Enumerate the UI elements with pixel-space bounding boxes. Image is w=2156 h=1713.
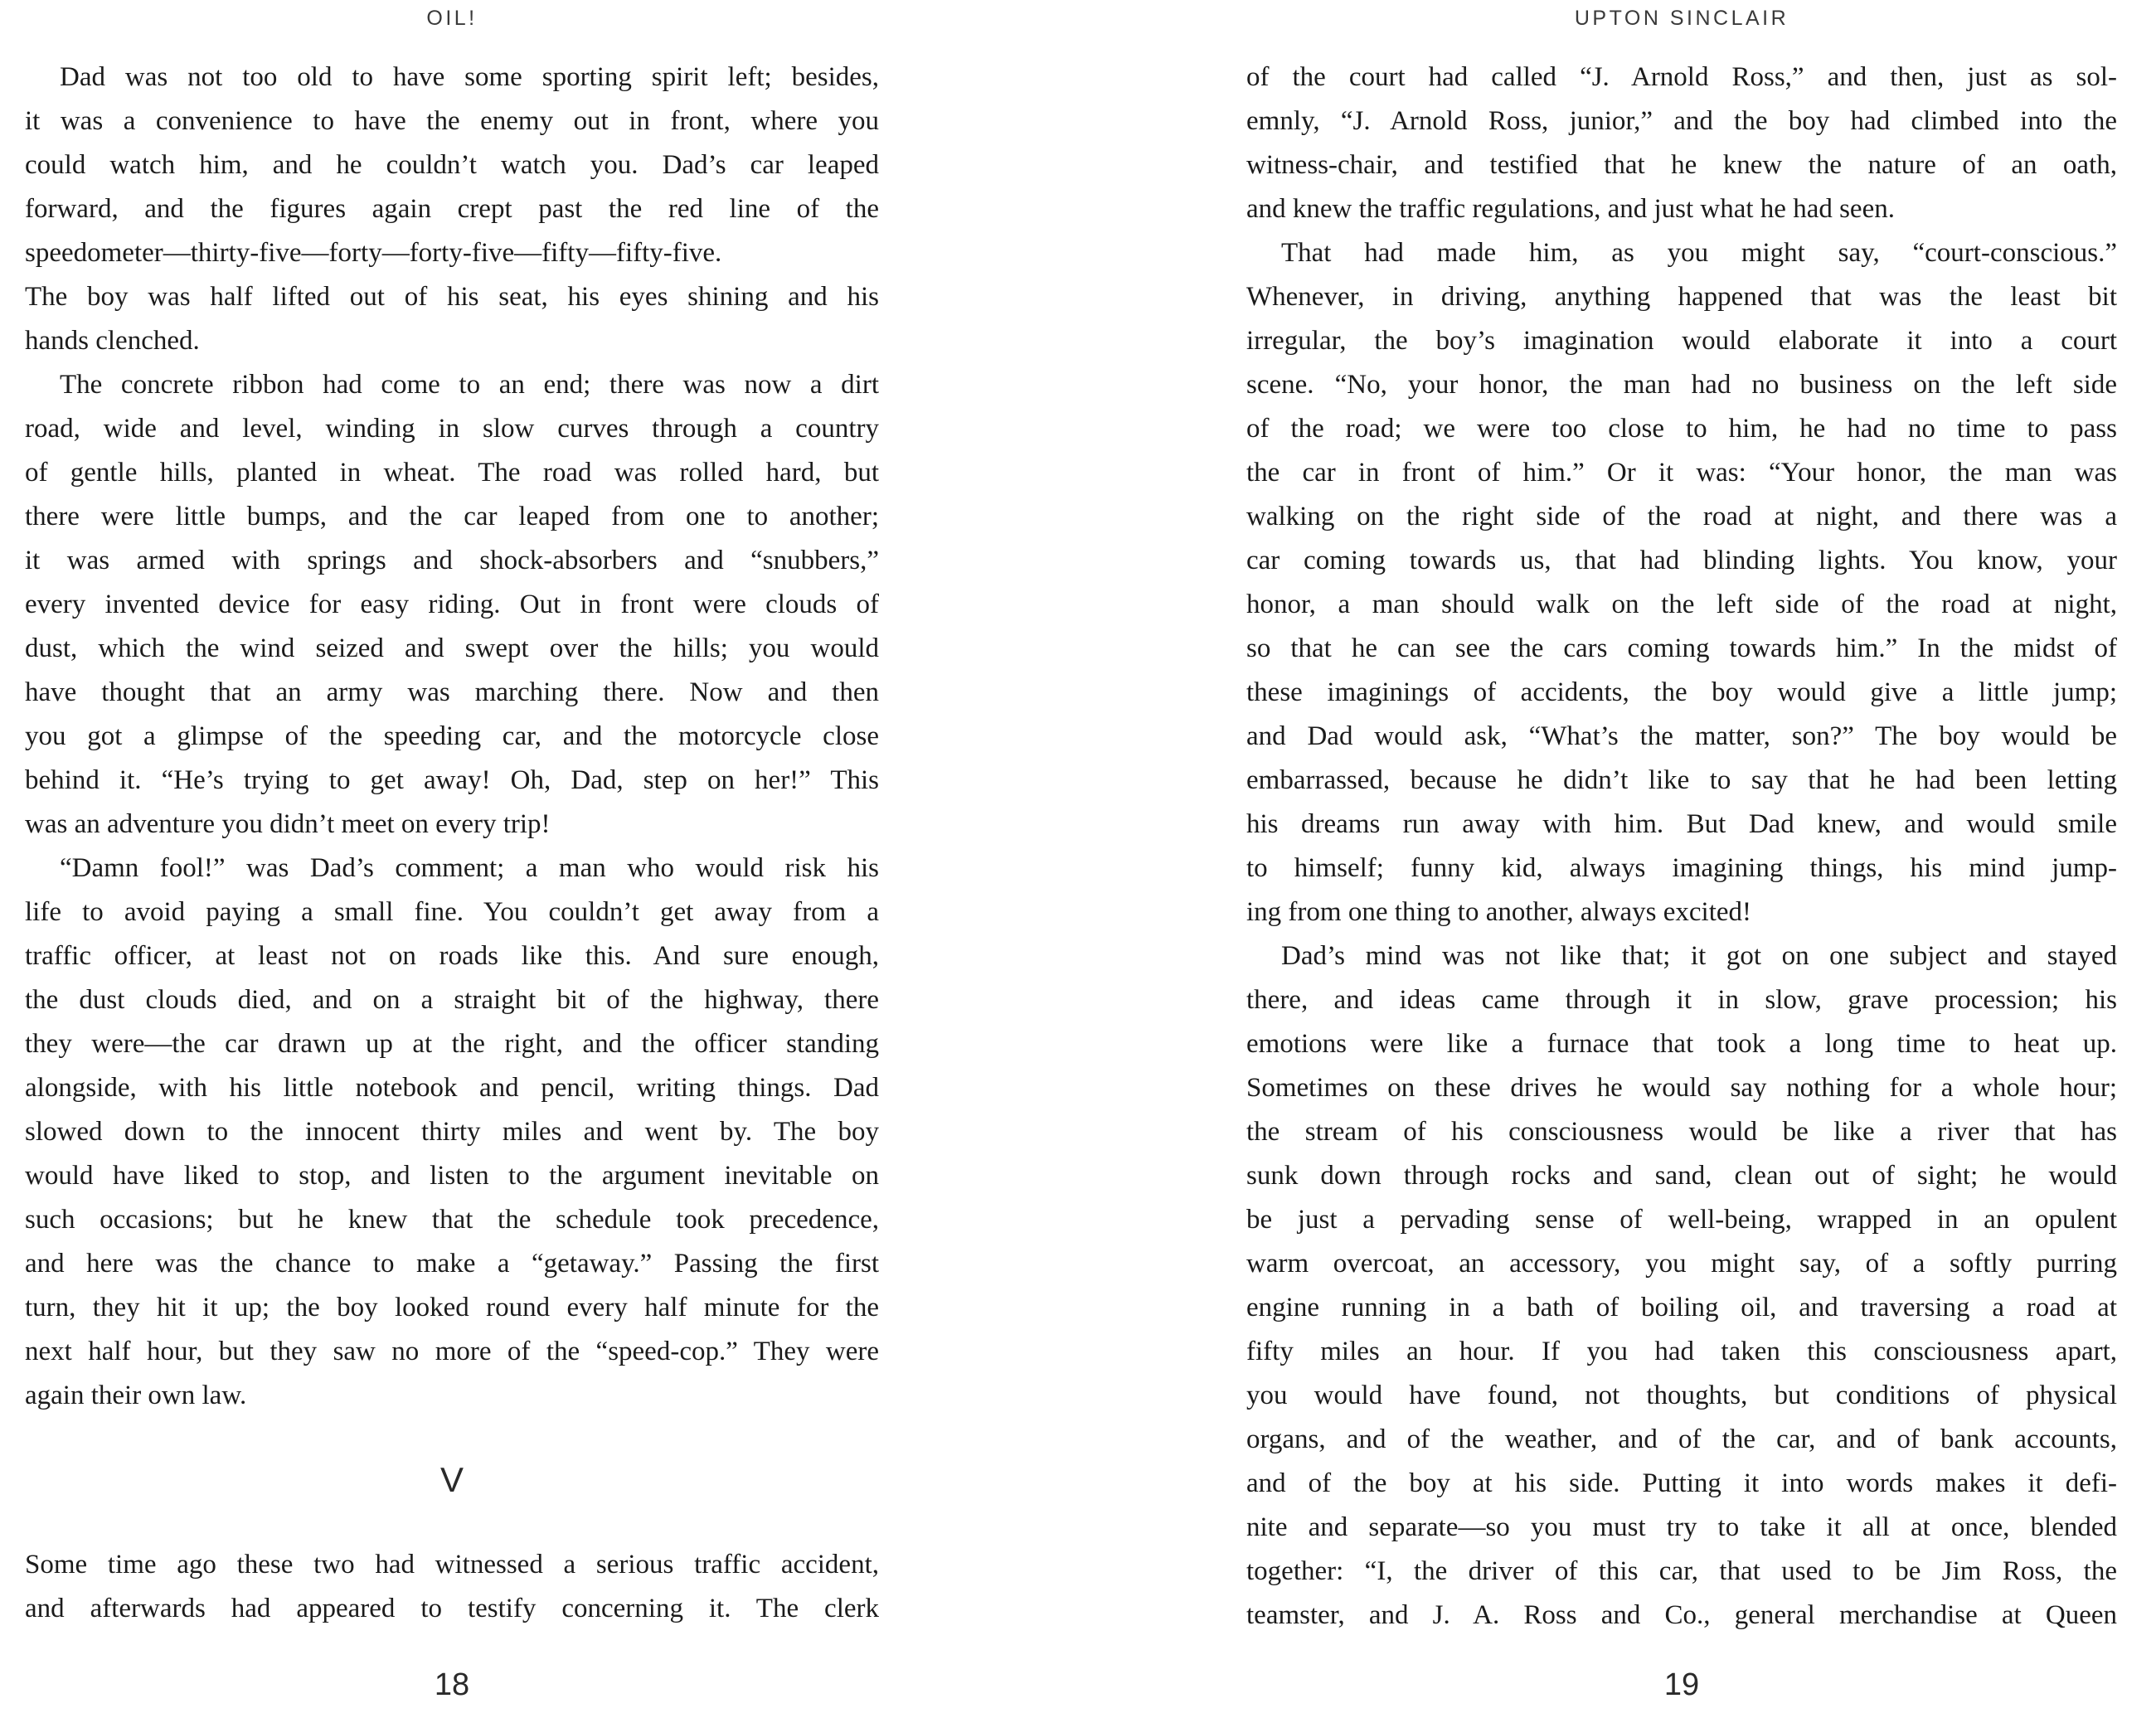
text-line: That had made him, as you might say, “court-conscious.” [1281, 238, 2117, 268]
text-line: car coming towards us, that had blinding lights. You know, your [1246, 546, 2117, 575]
text-line: witness-chair, and testified that he knew the nature of an oath, [1246, 150, 2117, 180]
text-line: “Damn fool!” was Dad’s comment; a man who would risk his [60, 853, 879, 883]
text-line: was an adventure you didn’t meet on every trip! [25, 809, 551, 839]
text-line: his dreams run away with him. But Dad knew, and would smile [1246, 809, 2117, 839]
text-line: would have liked to stop, and listen to the argument inevitable on [25, 1161, 879, 1191]
text-line: emotions were like a furnace that took a long time to heat up. [1246, 1029, 2117, 1059]
text-line: The boy was half lifted out of his seat, his eyes shining and his [25, 282, 879, 312]
section-heading: V [439, 1460, 464, 1499]
text-line: every invented device for easy riding. Out in front were clouds of [25, 590, 879, 619]
text-line: the stream of his consciousness would be like a river that has [1246, 1117, 2117, 1147]
text-line: of the road; we were too close to him, he had no time to pass [1246, 414, 2117, 444]
text-line: Dad was not too old to have some sporting spirit left; besides, [60, 62, 879, 92]
text-line: there, and ideas came through it in slow, grave procession; his [1246, 985, 2117, 1015]
text-line: Dad’s mind was not like that; it got on one subject and stayed [1281, 941, 2117, 971]
text-line: traffic officer, at least not on roads like this. And sure enough, [25, 941, 879, 971]
text-line: emnly, “J. Arnold Ross, junior,” and the boy had climbed into the [1246, 106, 2117, 136]
text-line: forward, and the figures again crept past the red line of the [25, 194, 879, 224]
text-line: together: “I, the driver of this car, that used to be Jim Ross, the [1246, 1556, 2117, 1586]
text-line: it was armed with springs and shock-absorbers and “snubbers,” [25, 546, 879, 575]
text-line: to himself; funny kid, always imagining things, his mind jump- [1246, 853, 2117, 883]
running-header-left: OIL! [426, 7, 478, 30]
text-line: and of the boy at his side. Putting it into words makes it defi- [1246, 1468, 2117, 1498]
paragraph [25, 363, 879, 847]
text-line: sunk down through rocks and sand, clean out of sight; he would [1246, 1161, 2117, 1191]
text-line: hands clenched. [25, 326, 200, 356]
text-line: such occasions; but he knew that the schedule took precedence, [25, 1205, 879, 1235]
text-line: be just a pervading sense of well-being, wrapped in an opulent [1246, 1205, 2117, 1235]
text-line: walking on the right side of the road at night, and there was a [1246, 502, 2117, 531]
text-line: embarrassed, because he didn’t like to say that he had been letting [1246, 765, 2117, 795]
text-line: you got a glimpse of the speeding car, and the motorcycle close [25, 721, 879, 751]
text-line: Whenever, in driving, anything happened that was the least bit [1246, 282, 2117, 312]
body-text-left [25, 56, 879, 1631]
text-line: these imaginings of accidents, the boy would give a little jump; [1246, 677, 2117, 707]
text-line: slowed down to the innocent thirty miles and went by. The boy [25, 1117, 879, 1147]
page-number-right: 19 [1663, 1667, 1700, 1702]
text-line: honor, a man should walk on the left side of the road at night, [1246, 590, 2117, 619]
text-line: again their own law. [25, 1381, 247, 1410]
text-line: dust, which the wind seized and swept over the hills; you would [25, 633, 879, 663]
text-line: the dust clouds died, and on a straight bit of the highway, there [25, 985, 879, 1015]
text-line: and here was the chance to make a “getaway.” Passing the first [25, 1249, 879, 1279]
text-line: Some time ago these two had witnessed a serious traffic accident, [25, 1550, 879, 1580]
text-line: fifty miles an hour. If you had taken this consciousness apart, [1246, 1337, 2117, 1366]
text-line: could watch him, and he couldn’t watch you. Dad’s car leaped [25, 150, 879, 180]
paragraph [25, 56, 879, 363]
text-line: ing from one thing to another, always excited! [1246, 897, 1752, 927]
text-line: and knew the traffic regulations, and just what he had seen. [1246, 194, 1895, 224]
text-line: so that he can see the cars coming towards him.” In the midst of [1246, 633, 2117, 663]
text-line: of the court had called “J. Arnold Ross,” and then, just as sol- [1246, 62, 2117, 92]
text-line: have thought that an army was marching there. Now and then [25, 677, 879, 707]
text-line: you would have found, not thoughts, but conditions of physical [1246, 1381, 2117, 1410]
text-line: organs, and of the weather, and of the car, and of bank accounts, [1246, 1424, 2117, 1454]
paragraph [1246, 934, 2117, 1638]
paragraph [1246, 231, 2117, 934]
text-line: engine running in a bath of boiling oil, and traversing a road at [1246, 1293, 2117, 1322]
text-line: turn, they hit it up; the boy looked round every half minute for the [25, 1293, 879, 1322]
text-line: irregular, the boy’s imagination would elaborate it into a court [1246, 326, 2117, 356]
paragraph [1246, 56, 2117, 231]
right-page [1246, 0, 2117, 1713]
text-line: life to avoid paying a small fine. You couldn’t get away from a [25, 897, 879, 927]
text-line: the car in front of him.” Or it was: “Your honor, the man was [1246, 458, 2117, 488]
text-line: Sometimes on these drives he would say nothing for a whole hour; [1246, 1073, 2117, 1103]
text-line: The concrete ribbon had come to an end; there was now a dirt [60, 370, 879, 400]
page-number-left: 18 [434, 1667, 470, 1702]
text-line: of gentle hills, planted in wheat. The road was rolled hard, but [25, 458, 879, 488]
text-line: and afterwards had appeared to testify concerning it. The clerk [25, 1594, 879, 1623]
left-page [25, 0, 879, 1713]
text-line: scene. “No, your honor, the man had no business on the left side [1246, 370, 2117, 400]
text-line: they were—the car drawn up at the right, and the officer standing [25, 1029, 879, 1059]
text-line: nite and separate—so you must try to take it all at once, blended [1246, 1512, 2117, 1542]
text-line: teamster, and J. A. Ross and Co., general merchandise at Queen [1246, 1600, 2117, 1630]
text-line: alongside, with his little notebook and pencil, writing things. Dad [25, 1073, 879, 1103]
paragraph [25, 1543, 879, 1631]
paragraph [25, 847, 879, 1418]
body-text-right [1246, 56, 2117, 1638]
text-line: road, wide and level, winding in slow curves through a country [25, 414, 879, 444]
text-line: behind it. “He’s trying to get away! Oh, Dad, step on her!” This [25, 765, 879, 795]
text-line: it was a convenience to have the enemy out in front, where you [25, 106, 879, 136]
text-line: there were little bumps, and the car leaped from one to another; [25, 502, 879, 531]
running-header-right: UPTON SINCLAIR [1574, 7, 1789, 30]
text-line: speedometer—thirty-five—forty—forty-five—fifty—fifty-five. [25, 238, 722, 268]
text-line: and Dad would ask, “What’s the matter, son?” The boy would be [1246, 721, 2117, 751]
text-line: next half hour, but they saw no more of the “speed-cop.” They were [25, 1337, 879, 1366]
text-line: warm overcoat, an accessory, you might say, of a softly purring [1246, 1249, 2117, 1279]
